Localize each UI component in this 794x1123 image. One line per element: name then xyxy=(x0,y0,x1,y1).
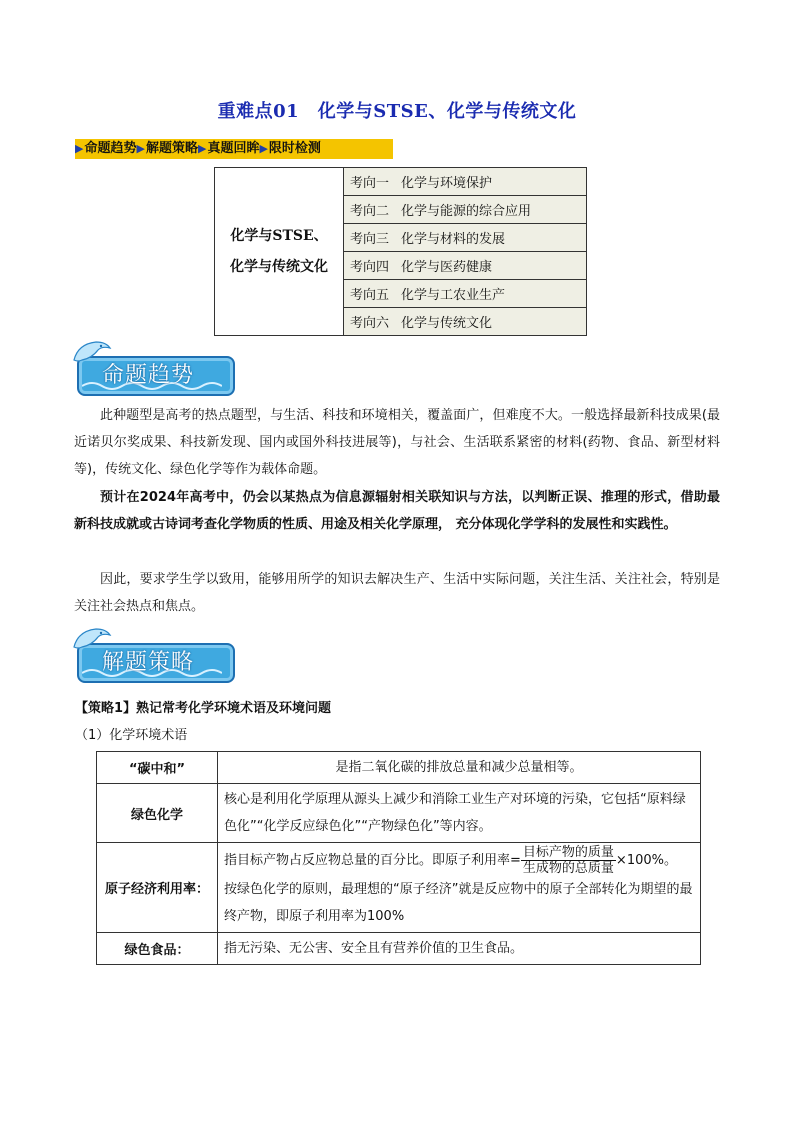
trend-paragraph-1: 此种题型是高考的热点题型，与生活、科技和环境相关，覆盖面广，但难度不大。一般选择最新科技成果(最近诺贝尔奖成果、科技新发现、国内或国外科技进展等)，与社会、生活联系紧密的材料(药物、食品、新型材料等)，传统文化、绿色化学等作为载体命题。 xyxy=(74,408,720,477)
term-cell: 原子经济利用率： xyxy=(97,843,218,933)
triangle-icon: ▶ xyxy=(136,142,145,155)
topics-table xyxy=(214,167,587,336)
definition-line xyxy=(224,845,694,876)
nav-link-review[interactable]: 真题回眸 xyxy=(207,141,260,156)
definition-cell xyxy=(218,843,701,933)
definition-text: 按绿色化学的原则，最理想的“原子经济”就是反应物中的原子全部转化为期望的最终产物，即原子利用率为100% xyxy=(224,882,693,924)
topic-row xyxy=(344,196,587,224)
terms-subheading: （1）化学环境术语 xyxy=(75,728,188,743)
topic-key: 考向六 xyxy=(350,316,390,331)
section-badge-strategy xyxy=(72,631,236,681)
trend-paragraph-2: 预计在2024年高考中，仍会以某热点为信息源辐射相关联知识与方法，以判断正误、推理的形式，借助最新科技成就或古诗词考查化学物质的性质、用途及相关化学原理， 充分体现化学学科的发展性和实践性。 xyxy=(74,490,720,532)
definition-text: ×100%。 xyxy=(615,853,677,868)
topic-row xyxy=(344,224,587,252)
definition-cell: 是指二氧化碳的排放总量和减少总量相等。 xyxy=(218,752,701,784)
nav-link-trend[interactable]: 命题趋势 xyxy=(84,141,137,156)
strategy-heading: 【策略1】熟记常考化学环境术语及环境问题 xyxy=(75,701,332,716)
topic-key: 考向四 xyxy=(350,260,390,275)
fraction-denominator: 生成物的总质量 xyxy=(522,861,614,876)
trend-paragraph-3: 因此，要求学生学以致用，能够用所学的知识去解决生产、生活中实际问题，关注生活、关注社会，特别是关注社会热点和焦点。 xyxy=(74,572,720,614)
fraction xyxy=(521,845,616,876)
topic-row xyxy=(344,252,587,280)
triangle-icon: ▶ xyxy=(197,142,207,155)
topics-category-line1: 化学与STSE、 xyxy=(230,227,328,244)
topic-key: 考向一 xyxy=(350,176,390,191)
topic-row xyxy=(344,308,587,336)
topic-row xyxy=(344,168,587,196)
topics-category-line2: 化学与传统文化 xyxy=(230,258,328,275)
topic-value: 化学与能源的综合应用 xyxy=(401,204,532,219)
topic-key: 考向三 xyxy=(350,232,390,247)
definition-cell: 指无污染、无公害、安全且有营养价值的卫生食品。 xyxy=(218,933,701,965)
page-title: 重难点01 化学与STSE、化学与传统文化 xyxy=(217,101,577,122)
section-nav-bar xyxy=(75,139,393,159)
topics-category xyxy=(215,168,344,336)
definition-text: 指目标产物占反应物总量的百分比。即原子利用率= xyxy=(224,853,521,868)
triangle-icon: ▶ xyxy=(259,142,268,155)
topic-row xyxy=(344,280,587,308)
definition-cell: 核心是利用化学原理从源头上减少和消除工业生产对环境的污染，它包括“原料绿色化”“化学反应绿色化”“产物绿色化”等内容。 xyxy=(218,784,701,843)
term-cell: 绿色化学 xyxy=(97,784,218,843)
topic-value: 化学与环境保护 xyxy=(401,176,493,191)
badge-label: 解题策略 xyxy=(102,650,195,675)
term-cell: “碳中和” xyxy=(97,752,218,784)
section-badge-trend xyxy=(72,344,236,394)
nav-link-test[interactable]: 限时检测 xyxy=(268,141,321,156)
topic-value: 化学与医药健康 xyxy=(401,260,493,275)
nav-link-strategy[interactable]: 解题策略 xyxy=(145,141,198,156)
topic-value: 化学与工农业生产 xyxy=(401,288,506,303)
triangle-icon: ▶ xyxy=(75,142,84,155)
topic-value: 化学与传统文化 xyxy=(401,316,493,331)
badge-label: 命题趋势 xyxy=(102,363,195,388)
term-cell: 绿色食品： xyxy=(97,933,218,965)
topic-key: 考向五 xyxy=(350,288,390,303)
topic-key: 考向二 xyxy=(350,204,390,219)
terms-table xyxy=(96,751,701,965)
topic-value: 化学与材料的发展 xyxy=(401,232,506,247)
fraction-numerator: 目标产物的质量 xyxy=(522,845,614,860)
